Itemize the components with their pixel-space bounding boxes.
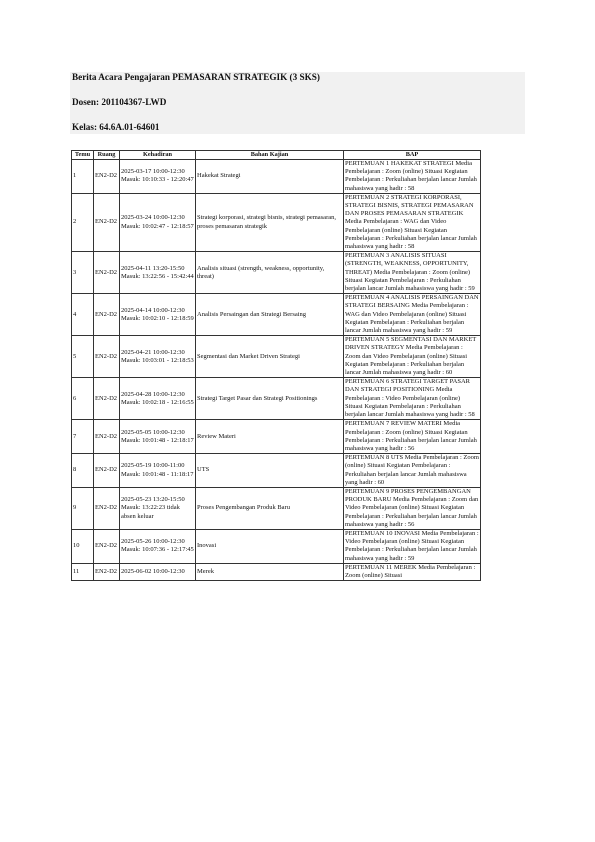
cell-kehadiran: 2025-03-24 10:00-12:30 Masuk: 10:02:47 - 12:18:57 — [120, 193, 196, 251]
table-row — [72, 336, 481, 378]
cell-bahan-kajian: Proses Pengembangan Produk Baru — [196, 487, 344, 529]
cell-kehadiran: 2025-04-11 13:20-15:50 Masuk: 13:22:56 - 15:42:44 — [120, 252, 196, 294]
col-header-bahan-kajian: Bahan Kajian — [196, 151, 344, 160]
col-header-bap: BAP — [344, 151, 481, 160]
table-row — [72, 454, 481, 488]
cell-ruang: EN2-D2 — [94, 420, 120, 454]
cell-temu: 9 — [72, 487, 94, 529]
document-title: Berita Acara Pengajaran PEMASARAN STRATEGIK (3 SKS) — [72, 72, 320, 82]
table-row — [72, 563, 481, 580]
col-header-temu: Temu — [72, 151, 94, 160]
cell-bahan-kajian: Merek — [196, 563, 344, 580]
col-header-ruang: Ruang — [94, 151, 120, 160]
cell-temu: 10 — [72, 529, 94, 563]
cell-ruang: EN2-D2 — [94, 336, 120, 378]
cell-temu: 3 — [72, 252, 94, 294]
cell-temu: 4 — [72, 294, 94, 336]
cell-bap: PERTEMUAN 11 MEREK Media Pembelajaran : Zoom (online) Situasi — [344, 563, 481, 580]
bap-table — [71, 150, 481, 581]
cell-bahan-kajian: UTS — [196, 454, 344, 488]
cell-kehadiran: 2025-05-26 10:00-12:30 Masuk: 10:07:36 - 12:17:45 — [120, 529, 196, 563]
cell-ruang: EN2-D2 — [94, 454, 120, 488]
table-row — [72, 160, 481, 194]
cell-temu: 11 — [72, 563, 94, 580]
table-row — [72, 193, 481, 251]
table-row — [72, 252, 481, 294]
cell-ruang: EN2-D2 — [94, 378, 120, 420]
table-header-row — [72, 151, 481, 160]
cell-bap: PERTEMUAN 8 UTS Media Pembelajaran : Zoom (online) Situasi Kegiatan Pembelajaran : Perkuliahan berjalan lancar Jumlah mahasiswa yang hadir : 60 — [345, 454, 479, 486]
cell-bahan-kajian: Segmentasi dan Market Driven Strategi — [196, 336, 344, 378]
col-header-kehadiran: Kehadiran — [120, 151, 196, 160]
table-row — [72, 294, 481, 336]
cell-bahan-kajian: Strategi Target Pasar dan Strategi Positionings — [196, 378, 344, 420]
cell-kehadiran: 2025-05-23 13:20-15:50 Masuk: 13:22:23 tidak absen keluar — [120, 487, 196, 529]
cell-bahan-kajian: Inovasi — [196, 529, 344, 563]
cell-ruang: EN2-D2 — [94, 529, 120, 563]
cell-ruang: EN2-D2 — [94, 563, 120, 580]
table-row — [72, 529, 481, 563]
class-line: Kelas: 64.6A.01-64601 — [72, 122, 160, 132]
cell-temu: 1 — [72, 160, 94, 194]
table-row — [72, 487, 481, 529]
cell-ruang: EN2-D2 — [94, 160, 120, 194]
table-row — [72, 378, 481, 420]
cell-temu: 2 — [72, 193, 94, 251]
cell-bap: PERTEMUAN 1 HAKEKAT STRATEGI Media Pembelajaran : Zoom (online) Situasi Kegiatan Pembelajaran : Perkuliahan berjalan lancar Jumlah mahasiswa yang hadir : 58 — [344, 160, 481, 194]
cell-temu: 8 — [72, 454, 94, 488]
cell-temu: 7 — [72, 420, 94, 454]
cell-bahan-kajian: Review Materi — [196, 420, 344, 454]
cell-bap: PERTEMUAN 10 INOVASI Media Pembelajaran : Video Pembelajaran (online) Situasi Kegiatan Pembelajaran : Perkuliahan berjalan lancar Jumlah mahasiswa yang hadir : 59 — [345, 529, 479, 562]
cell-kehadiran: 2025-05-05 10:00-12:30 Masuk: 10:01:48 - 12:18:17 — [120, 420, 196, 454]
cell-bahan-kajian: Analisis Persaingan dan Strategi Bersaing — [196, 294, 344, 336]
cell-bahan-kajian: Strategi korporasi, strategi bisnis, strategi pemasaran, proses pemasaran strategik — [196, 193, 344, 251]
cell-kehadiran: 2025-04-14 10:00-12:30 Masuk: 10:02:10 - 12:18:59 — [120, 294, 196, 336]
cell-ruang: EN2-D2 — [94, 487, 120, 529]
cell-kehadiran: 2025-06-02 10:00-12:30 — [120, 563, 196, 580]
cell-bap: PERTEMUAN 5 SEGMENTASI DAN MARKET DRIVEN STRATEGY Media Pembelajaran : Zoom dan Video Pembelajaran (online) Situasi Kegiatan Pembelajaran : Perkuliahan berjalan lancar Jumlah mahasiswa yang hadir : 60 — [344, 336, 481, 378]
cell-bap: PERTEMUAN 2 STRATEGI KORPORASI, STRATEGI BISNIS, STRATEGI PEMASARAN DAN PROSES PEMASARAN STRATEGIK Media Pembelajaran : WAG dan Video Pembelajaran (online) Situasi Kegiatan Pembelajaran : Perkuliahan berjalan lancar Jumlah mahasiswa yang hadir : 58 — [344, 193, 481, 251]
table-row — [72, 420, 481, 454]
cell-bap: PERTEMUAN 6 STRATEGI TARGET PASAR DAN STRATEGI POSITIONING Media Pembelajaran : Video Pembelajaran (online) Situasi Kegiatan Pembelajaran : Perkuliahan berjalan lancar Jumlah mahasiswa yang hadir : 58 — [344, 378, 481, 420]
cell-kehadiran: 2025-05-19 10:00-11:00 Masuk: 10:01:48 - 11:18:17 — [120, 454, 196, 488]
cell-temu: 6 — [72, 378, 94, 420]
cell-ruang: EN2-D2 — [94, 193, 120, 251]
cell-bap: PERTEMUAN 4 ANALISIS PERSAINGAN DAN STRATEGI BERSAING Media Pembelajaran : WAG dan Video Pembelajaran (online) Situasi Kegiatan Pembelajaran : Perkuliahan berjalan lancar Jumlah mahasiswa yang hadir : 59 — [345, 294, 479, 335]
cell-ruang: EN2-D2 — [94, 294, 120, 336]
cell-temu: 5 — [72, 336, 94, 378]
cell-kehadiran: 2025-04-21 10:00-12:30 Masuk: 10:03:01 - 12:18:53 — [120, 336, 196, 378]
cell-kehadiran: 2025-03-17 10:00-12:30 Masuk: 10:10:33 - 12:20:47 — [120, 160, 196, 194]
cell-bap: PERTEMUAN 9 PROSES PENGEMBANGAN PRODUK BARU Media Pembelajaran : Zoom dan Video Pembelajaran (online) Situasi Kegiatan Pembelajaran : Perkuliahan berjalan lancar Jumlah mahasiswa yang hadir : 56 — [344, 487, 481, 529]
cell-bap: PERTEMUAN 3 ANALISIS SITUASI (STRENGTH, WEAKNESS, OPPORTUNITY, THREAT) Media Pembelajaran : Zoom (online) Situasi Kegiatan Pembelajaran : Perkuliahan berjalan lancar Jumlah mahasiswa yang hadir : 59 — [344, 252, 481, 294]
cell-bahan-kajian: Hakekat Strategi — [196, 160, 344, 194]
cell-bap: PERTEMUAN 7 REVIEW MATERI Media Pembelajaran : Zoom (online) Situasi Kegiatan Pembelajaran : Perkuliahan berjalan lancar Jumlah mahasiswa yang hadir : 56 — [344, 420, 481, 454]
cell-kehadiran: 2025-04-28 10:00-12:30 Masuk: 10:02:18 - 12:16:55 — [120, 378, 196, 420]
lecturer-line: Dosen: 201104367-LWD — [72, 97, 167, 107]
cell-bahan-kajian: Analisis situasi (strength, weakness, opportunity, threat) — [196, 252, 344, 294]
cell-ruang: EN2-D2 — [94, 252, 120, 294]
